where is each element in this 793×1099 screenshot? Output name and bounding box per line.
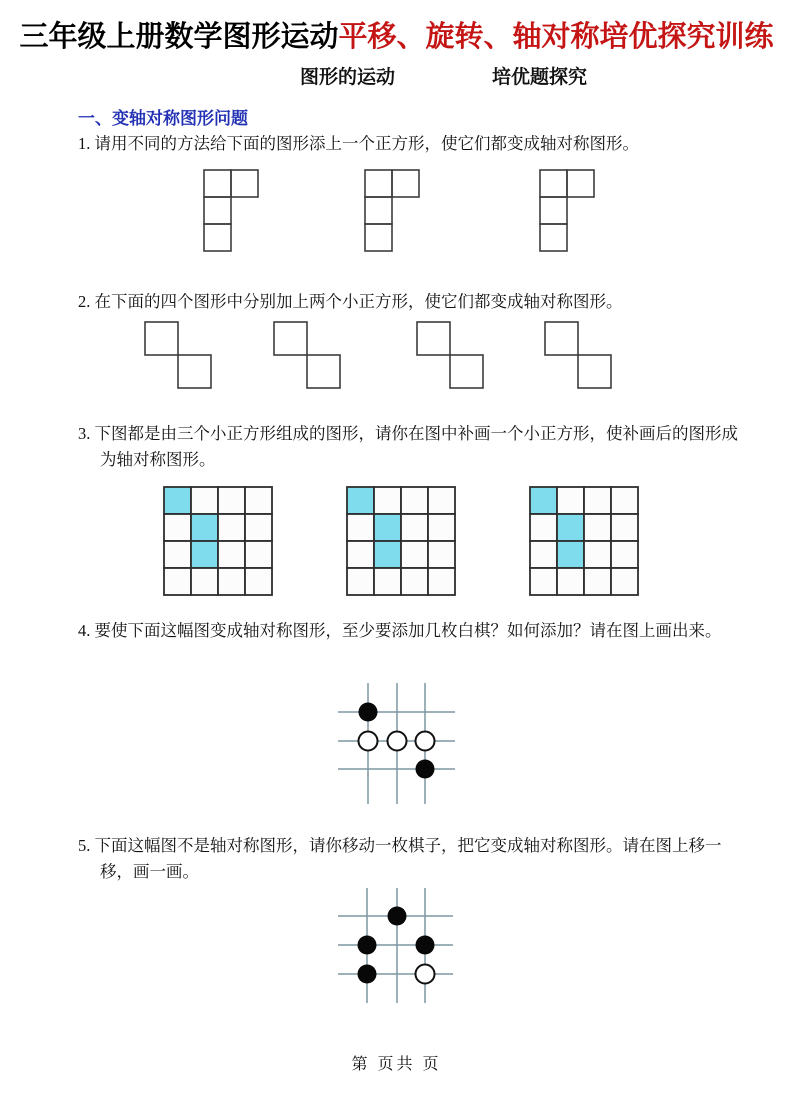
question-5-board xyxy=(326,886,471,1008)
subtitle-left: 图形的运动 xyxy=(300,67,396,88)
question-2-shape xyxy=(272,320,342,390)
section-heading: 一、变轴对称图形问题 xyxy=(78,109,248,128)
black-stone xyxy=(358,936,377,955)
question-3-grid xyxy=(162,485,274,597)
question-5-text: 5. 下面这幅图不是轴对称图形，请你移动一枚棋子，把它变成轴对称图形。请在图上移一移，画一画。 xyxy=(78,836,722,881)
black-stone xyxy=(359,703,378,722)
page-title-red-part: 平移、旋转、轴对称培优探究训练 xyxy=(338,21,774,53)
question-3-grid xyxy=(345,485,457,597)
question-4-board xyxy=(326,678,471,810)
question-2-shape xyxy=(543,320,613,390)
question-2-shape xyxy=(143,320,213,390)
question-1-shape xyxy=(538,168,596,253)
question-4-text: 4. 要使下面这幅图变成轴对称图形，至少要添加几枚白棋？如何添加？请在图上画出来。 xyxy=(78,621,722,640)
question-2-shape xyxy=(415,320,485,390)
black-stone xyxy=(358,965,377,984)
question-1-shape xyxy=(202,168,260,253)
subtitle-right: 培优题探究 xyxy=(492,67,588,88)
black-stone xyxy=(416,936,435,955)
question-3-text: 3. 下图都是由三个小正方形组成的图形，请你在图中补画一个小正方形，使补画后的图形成为轴对称图形。 xyxy=(78,424,738,469)
footer-page-label: 第 页共 页 xyxy=(351,1056,442,1073)
black-stone xyxy=(416,760,435,779)
question-1-shape xyxy=(363,168,421,253)
page-title-black-part: 三年级上册数学图形运动 xyxy=(19,21,339,53)
white-stone xyxy=(416,965,435,984)
subtitle-row xyxy=(300,62,587,89)
white-stone xyxy=(416,732,435,751)
white-stone xyxy=(359,732,378,751)
question-2-text: 2. 在下面的四个图形中分别加上两个小正方形，使它们都变成轴对称图形。 xyxy=(78,292,623,311)
black-stone xyxy=(388,907,407,926)
white-stone xyxy=(388,732,407,751)
question-3-grid xyxy=(528,485,640,597)
page-title xyxy=(0,14,793,55)
question-1-text: 1. 请用不同的方法给下面的图形添上一个正方形，使它们都变成轴对称图形。 xyxy=(78,134,639,153)
